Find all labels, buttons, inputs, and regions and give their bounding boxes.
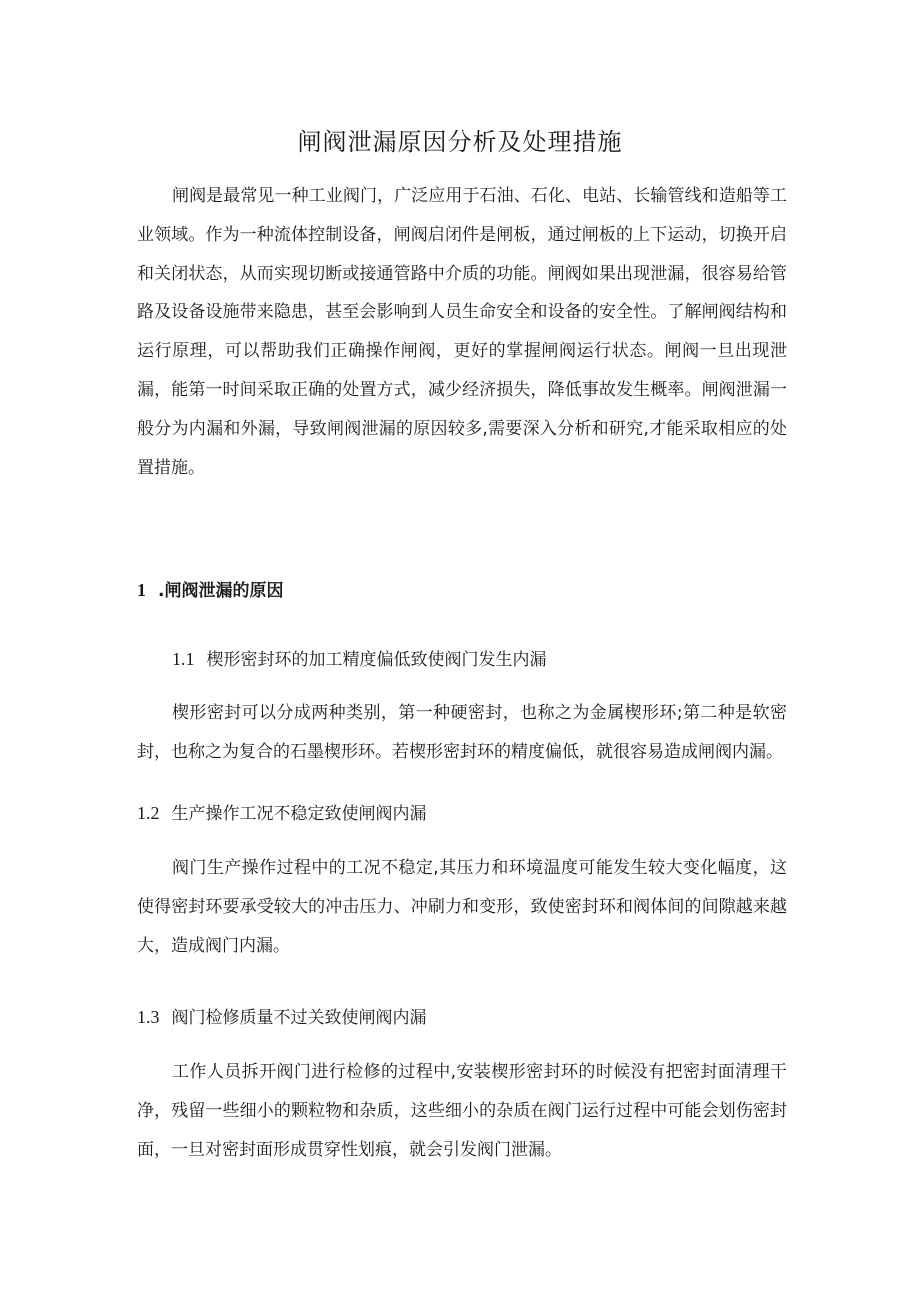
section-1-2-title: 生产操作工况不稳定致使闸阀内漏: [171, 804, 427, 824]
section-1-3-paragraph: 工作人员拆开阀门进行检修的过程中,安装楔形密封环的时候没有把密封面清理干净，残留一些细小的颗粒物和杂质，这些细小的杂质在阀门运行过程中可能会划伤密封面，一旦对密封面形成贯穿性划痕，就会引发阀门泄漏。: [137, 1062, 787, 1160]
section-1-3-title: 阀门检修质量不过关致使闸阀内漏: [171, 1008, 427, 1028]
section-1-heading: [137, 576, 283, 601]
section-1-3-number: 1.3: [137, 1007, 160, 1027]
section-1-title: .闸阀泄漏的原因: [158, 581, 284, 601]
section-1-1-number: 1.1: [172, 649, 195, 669]
section-1-1-paragraph: 楔形密封可以分成两种类别，第一种硬密封，也称之为金属楔形环;第二种是软密封，也称之为复合的石墨楔形环。若楔形密封环的精度偏低，就很容易造成闸阀内漏。: [137, 703, 787, 762]
intro-paragraph: 闸阀是最常见一种工业阀门，广泛应用于石油、石化、电站、长输管线和造船等工业领域。作为一种流体控制设备，闸阀启闭件是闸板，通过闸板的上下运动，切换开启和关闭状态，从而实现切断或接通管路中介质的功能。闸阀如果出现泄漏，很容易给管路及设备设施带来隐患，甚至会影响到人员生命安全和设备的安全性。了解闸阀结构和运行原理，可以帮助我们正确操作闸阀，更好的掌握闸阀运行状态。闸阀一旦出现泄漏，能第一时间采取正确的处置方式，减少经济损失，降低事故发生概率。闸阀泄漏一般分为内漏和外漏，导致闸阀泄漏的原因较多,需要深入分析和研究,才能采取相应的处置措施。: [137, 186, 787, 478]
document-title: 闸阀泄漏原因分析及处理措施: [297, 128, 623, 156]
section-1-1-title: 楔形密封环的加工精度偏低致使阀门发生内漏: [206, 650, 547, 670]
section-1-3-heading: [137, 1003, 427, 1028]
section-1-1-heading: [172, 645, 547, 670]
section-1-2-number: 1.2: [137, 803, 160, 823]
section-1-number: 1: [137, 580, 146, 600]
section-1-2-paragraph: 阀门生产操作过程中的工况不稳定,其压力和环境温度可能发生较大变化幅度，这使得密封环要承受较大的冲击压力、冲刷力和变形，致使密封环和阀体间的间隙越来越大，造成阀门内漏。: [137, 858, 787, 956]
section-1-2-heading: [137, 799, 427, 824]
